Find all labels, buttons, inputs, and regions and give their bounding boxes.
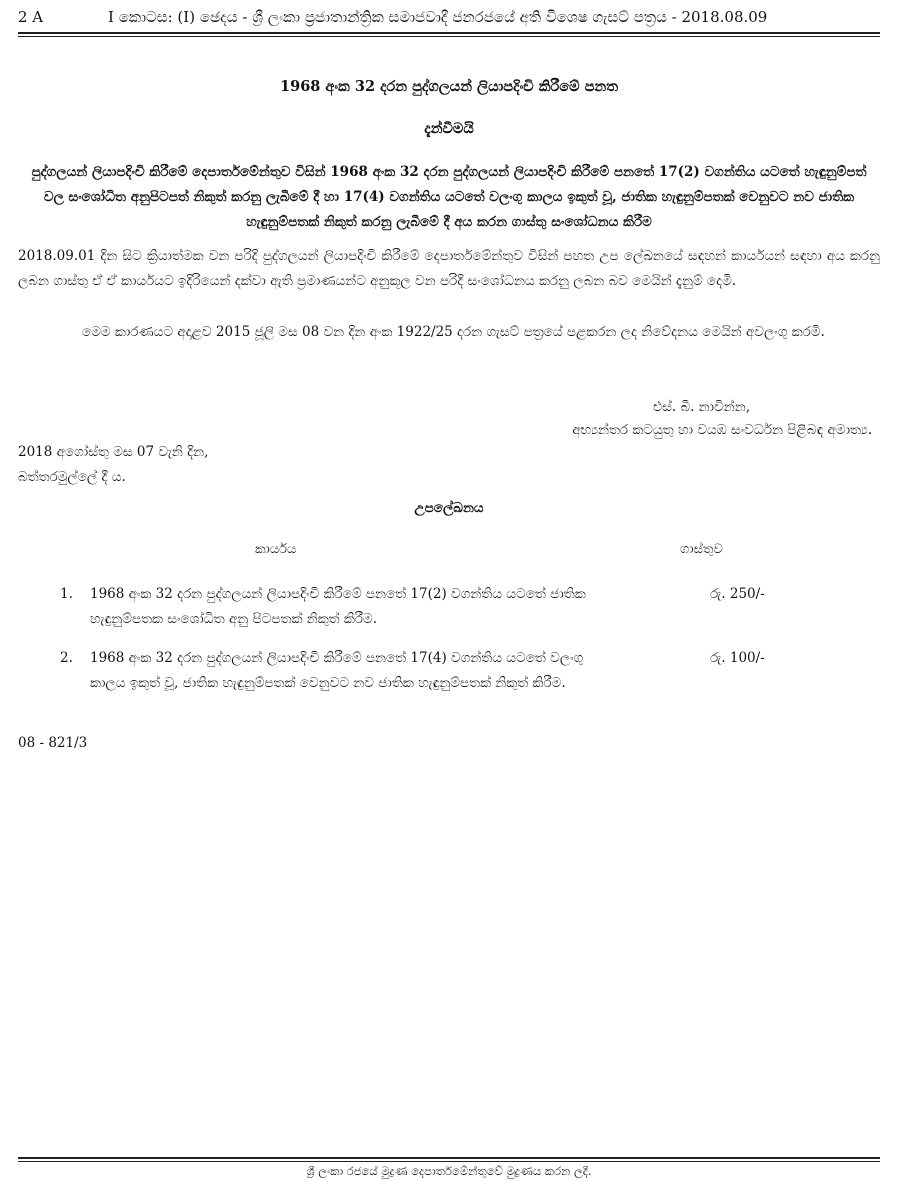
- paragraph-1: 2018.09.01 දින සිට ක්‍රියාත්මක වන පරිදි පුද්ගලයන් ලියාපදිංචි කිරීමේ දෙපාර්තමේන්තුව විසින් පහත උප ලේඛනයේ සඳහන් කාර්යයන් සඳහා අය කරනු ලබන ගාස්තු ඒ ඒ කාර්යයට ඉදිරියෙන් දක්වා ඇති ප්‍රමාණයන්ට අනුකූල වන පරිදි සංශෝධනය කරනු ලබන බව මෙයින් දැනුම් දෙමි.: [18, 248, 880, 289]
- footer-rule: [18, 1157, 880, 1159]
- schedule-item-number: 2.: [60, 650, 73, 666]
- schedule-item: [60, 582, 780, 632]
- notice-subject: පුද්ගලයන් ලියාපදිංචි කිරීමේ දෙපාර්තමේන්තුව විසින් 1968 අංක 32 දරන පුද්ගලයන් ලියාපදිංචි කිරීමේ පනතේ 17(2) වගන්තිය යටතේ හැඳුනුම්පත් වල සංශෝධිත අනුපිටපත් නිකුත් කරනු ලැබීමේ දී හා 17(4) වගන්තිය යටතේ වලංගු කාලය ඉකුත් වූ, ජාතික හැඳුනුම්පතක් වෙනුවට නව ජාතික හැඳුනුම්පතක් නිකුත් කරනු ලැබීමේ දී අය කරන ගාස්තු සංශෝධනය කිරීම: [31, 164, 867, 230]
- issue-date: 2018 අගෝස්තු මස 07 වැනි දින,: [18, 444, 209, 460]
- page-number: 2 A: [18, 8, 44, 26]
- issue-place: බත්තරමුල්ලේ දී ය.: [18, 469, 126, 485]
- reference-number: 08 - 821/3: [18, 735, 88, 751]
- signatory-title: අභ්‍යන්තර කටයුතු හා වයඹ සංවර්ධන පිළිබඳ අමාත්‍ය.: [572, 422, 872, 438]
- schedule-item-number: 1.: [60, 586, 73, 602]
- schedule-item-fee: රු. 250/-: [710, 586, 765, 602]
- notice-label: දැන්වීමයි: [424, 120, 474, 137]
- schedule-item-text: 1968 අංක 32 දරන පුද්ගලයන් ලියාපදිංචි කිරීමේ පනතේ 17(2) වගන්තිය යටතේ ජාතික හැඳුනුම්පතක සංශෝධිත අනු පිටපතක් නිකුත් කිරීම.: [90, 586, 586, 627]
- document-title: 1968 අංක 32 දරන පුද්ගලයන් ලියාපදිංචි කිරීමේ පනත: [280, 78, 618, 95]
- gazette-title: I කොටස: (I) ඡෙදය - ශ්‍රී ලංකා ප්‍රජාතාන්ත්‍රික සමාජවාදී ජනරජයේ අති විශෙෂ ගැසට් පත්‍රය - 2018.08.09: [108, 8, 768, 26]
- schedule-item: [60, 646, 780, 696]
- header-rule-thin: [18, 36, 880, 37]
- schedule-item-fee: රු. 100/-: [710, 650, 765, 666]
- schedule-title: උපලේඛනය: [414, 500, 484, 516]
- paragraph-2: මෙම කාරණයට අදාළව 2015 ජූලි මස 08 වන දින අංක 1922/25 දරන ගැසට් පත්‍රයේ පළකරන ලද නිවේදනය මෙයින් අවලංගු කරමි.: [82, 324, 825, 340]
- header-rule: [18, 32, 880, 34]
- page-header: [18, 8, 880, 26]
- date-place: [18, 440, 208, 490]
- printer-footer: ශ්‍රී ලංකා රජයේ මුද්‍රණ දෙපාර්තමේන්තුවේ මුද්‍රණය කරන ලදී.: [306, 1164, 592, 1178]
- schedule-item-text: 1968 අංක 32 දරන පුද්ගලයන් ලියාපදිංචි කිරීමේ පනතේ 17(4) වගන්තිය යටතේ වලංගු කාලය ඉකුත් වූ, ජාතික හැඳුනුම්පතක් වෙනුවට නව ජාතික හැඳුනුම්පතක් නිකුත් කිරීම.: [90, 650, 584, 691]
- schedule-col-fee: ගාස්තුව: [680, 542, 723, 557]
- footer-rule-thin: [18, 1161, 880, 1162]
- signatory-name: එස්. බී. නාවින්න,: [653, 399, 750, 415]
- schedule-col-task: කාර්යය: [255, 542, 297, 557]
